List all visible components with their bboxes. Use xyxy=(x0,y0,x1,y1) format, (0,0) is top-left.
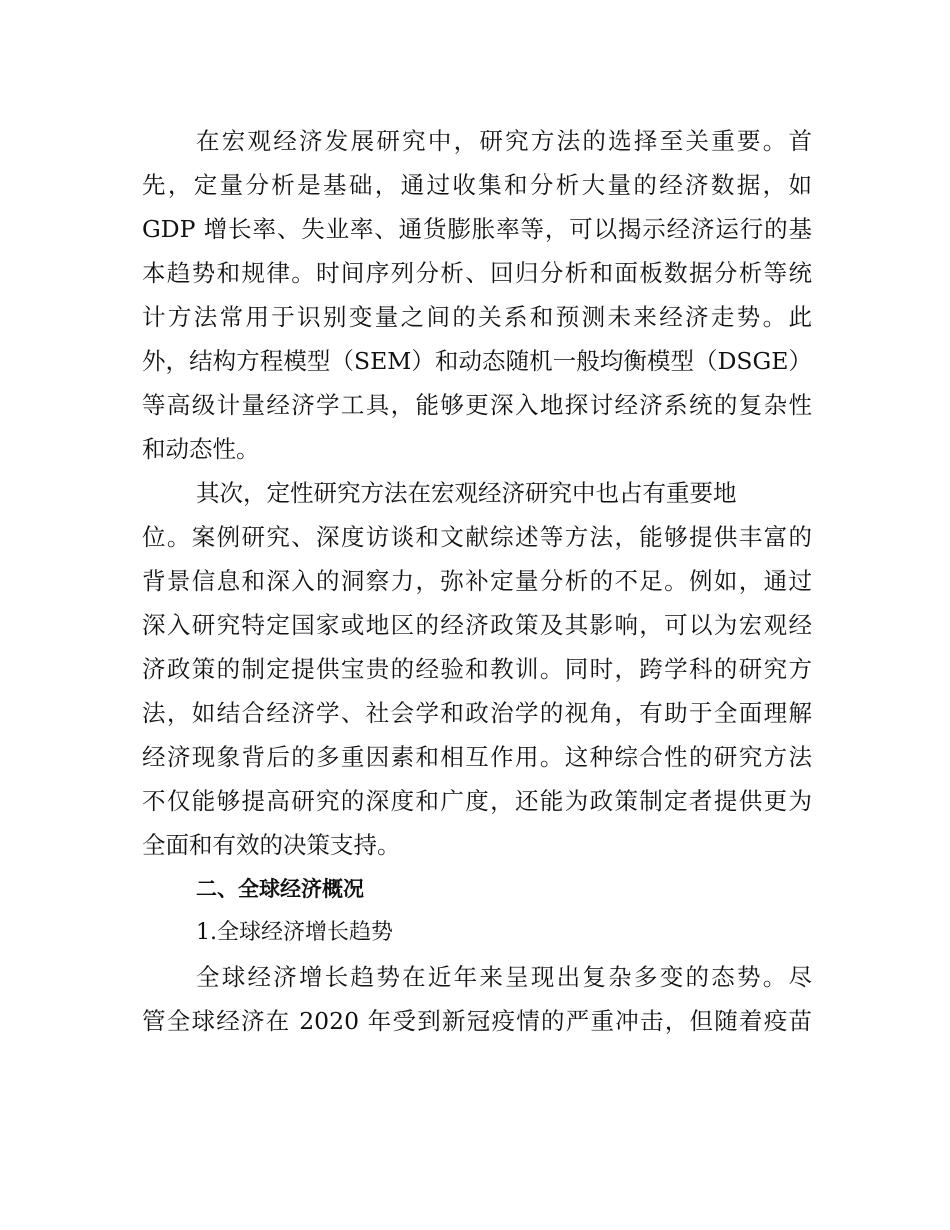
paragraph-line: 经济现象背后的多重因素和相互作用。这种综合性的研究方法 xyxy=(142,743,812,771)
section-heading: 二、全球经济概况 xyxy=(196,877,364,901)
paragraph-line: 先，定量分析是基础，通过收集和分析大量的经济数据，如 xyxy=(142,171,812,199)
paragraph-global-growth xyxy=(142,955,812,1043)
paragraph-line: 等高级计量经济学工具，能够更深入地探讨经济系统的复杂性 xyxy=(142,391,812,419)
paragraph-line: 背景信息和深入的洞察力，弥补定量分析的不足。例如，通过 xyxy=(142,567,812,595)
paragraph-line: 在宏观经济发展研究中，研究方法的选择至关重要。首 xyxy=(196,127,812,155)
paragraph-line: 管全球经济在 2020 年受到新冠疫情的严重冲击，但随着疫苗 xyxy=(142,1007,812,1035)
paragraph-line: 全面和有效的决策支持。 xyxy=(142,831,401,859)
paragraph-line: 其次，定性研究方法在宏观经济研究中也占有重要地 xyxy=(196,479,737,507)
paragraph-line: 深入研究特定国家或地区的经济政策及其影响，可以为宏观经 xyxy=(142,611,812,639)
paragraph-line: 全球经济增长趋势在近年来呈现出复杂多变的态势。尽 xyxy=(196,963,812,991)
paragraph-line: 外，结构方程模型（SEM）和动态随机一般均衡模型（DSGE） xyxy=(142,347,812,375)
paragraph-line: 不仅能够提高研究的深度和广度，还能为政策制定者提供更为 xyxy=(142,787,812,815)
document-body xyxy=(142,119,812,1043)
paragraph-line: 位。案例研究、深度访谈和文献综述等方法，能够提供丰富的 xyxy=(142,523,812,551)
subsection-heading: 1.全球经济增长趋势 xyxy=(196,920,393,945)
paragraph-line: GDP 增长率、失业率、通货膨胀率等，可以揭示经济运行的基 xyxy=(142,215,812,243)
paragraph-line: 本趋势和规律。时间序列分析、回归分析和面板数据分析等统 xyxy=(142,259,812,287)
paragraph-methods-qualitative xyxy=(142,471,812,867)
paragraph-line: 法，如结合经济学、社会学和政治学的视角，有助于全面理解 xyxy=(142,699,812,727)
paragraph-methods-quantitative xyxy=(142,119,812,471)
paragraph-line: 计方法常用于识别变量之间的关系和预测未来经济走势。此 xyxy=(142,303,812,331)
paragraph-line: 济政策的制定提供宝贵的经验和教训。同时，跨学科的研究方 xyxy=(142,655,812,683)
paragraph-line: 和动态性。 xyxy=(142,435,260,463)
